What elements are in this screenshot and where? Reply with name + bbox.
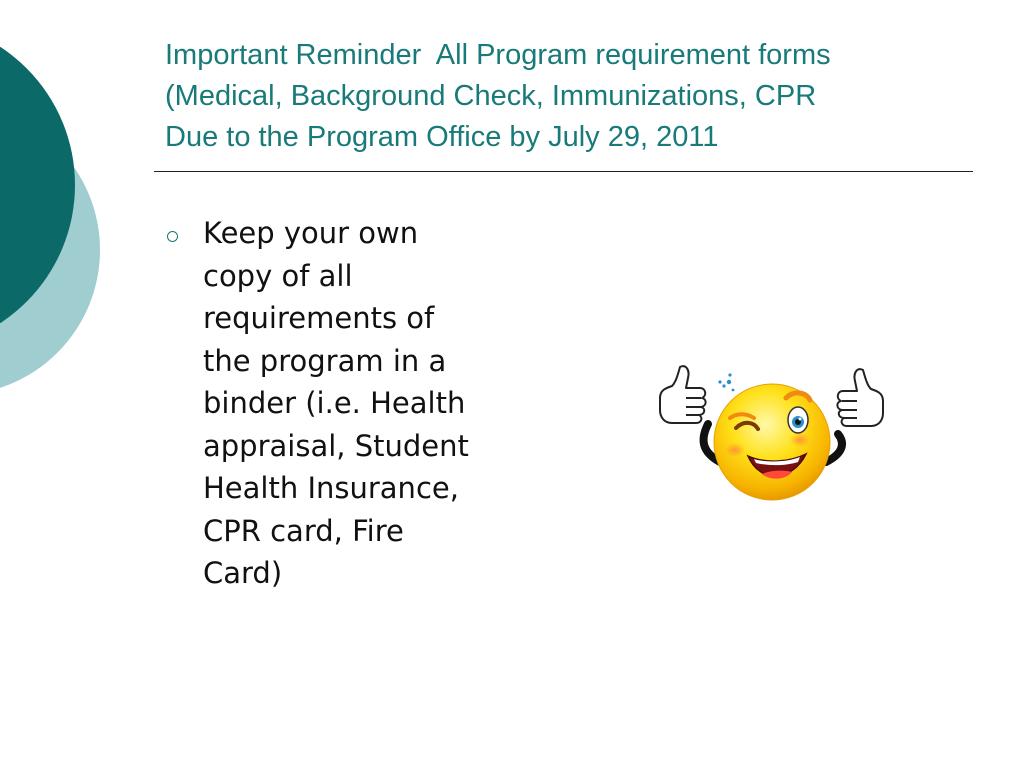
bullet-text-line: the program in a [203, 343, 447, 378]
title-line: Due to the Program Office by July 29, 2011 [165, 121, 719, 153]
bullet-text-line: requirements of [203, 301, 435, 335]
bullet-text-line: CPR card, Fire [203, 513, 404, 548]
hollow-circle-bullet-icon [167, 231, 178, 242]
bullet-text-line: binder (i.e. Health [203, 386, 466, 420]
bullet-list [165, 212, 545, 595]
title-line: Important Reminder All Program requirement forms [165, 39, 831, 71]
slide-title [165, 35, 985, 158]
bullet-text-line: appraisal, Student [203, 428, 469, 463]
bullet-item [165, 212, 545, 595]
bullet-text-line: Card) [203, 556, 283, 590]
title-line: (Medical, Background Check, Immunizations, CPR [165, 80, 817, 112]
bullet-text-line: Health Insurance, [203, 471, 459, 505]
bullet-text-line: Keep your own [203, 216, 419, 250]
title-divider [154, 171, 973, 172]
winking-thumbs-up-smiley-icon [650, 362, 895, 512]
bullet-text-line: copy of all [203, 258, 353, 293]
